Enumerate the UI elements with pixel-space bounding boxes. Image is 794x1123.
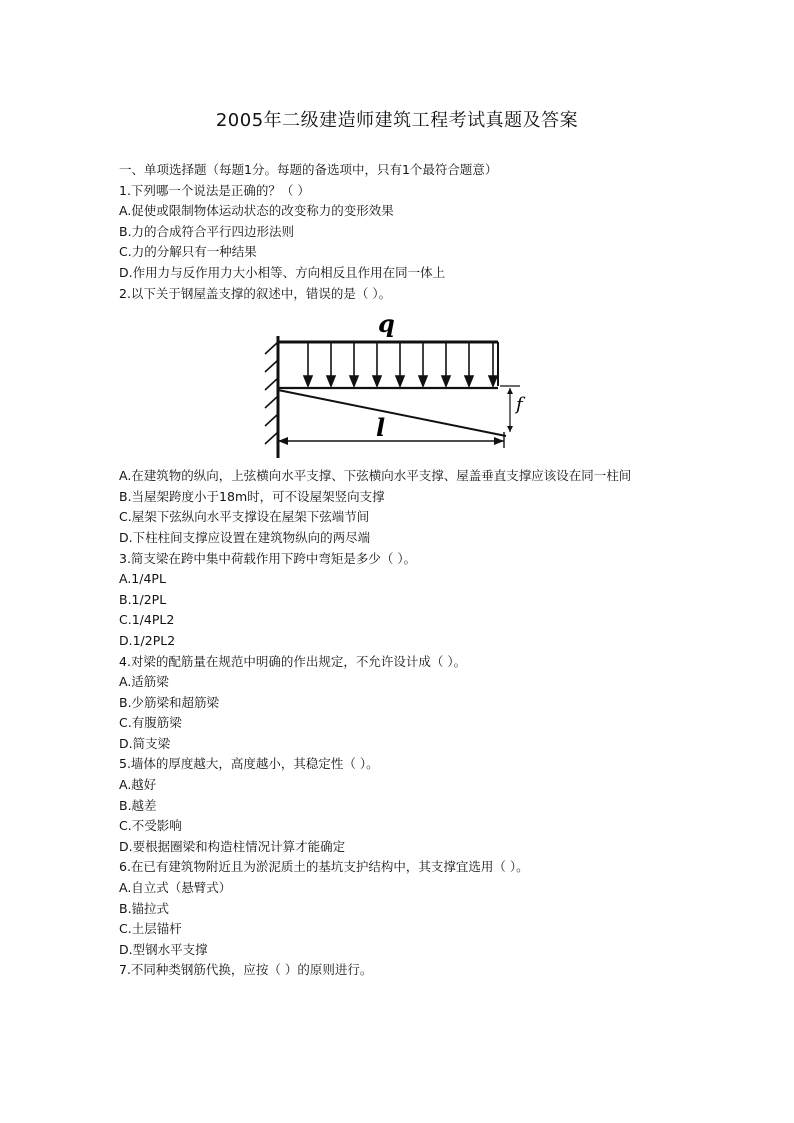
span-label: l xyxy=(376,413,386,443)
question-5-option-a: A.越好 xyxy=(119,777,157,793)
question-3-option-a: A.1/4PL xyxy=(119,571,166,587)
question-5-stem: 5.墙体的厚度越大，高度越小，其稳定性（ ）。 xyxy=(119,756,379,772)
question-3-option-c: C.1/4PL2 xyxy=(119,612,175,628)
question-6-option-a: A.自立式（悬臂式） xyxy=(119,880,232,896)
question-1-option-a: A.促使或限制物体运动状态的改变称力的变形效果 xyxy=(119,203,394,219)
question-1-stem: 1.下列哪一个说法是正确的？（ ） xyxy=(119,182,310,198)
question-7-stem: 7.不同种类钢筋代换，应按（ ）的原则进行。 xyxy=(119,962,373,978)
load-arrows xyxy=(304,342,497,386)
question-3-stem: 3.简支梁在跨中集中荷载作用下跨中弯矩是多少（ ）。 xyxy=(119,550,417,566)
question-5-option-b: B.越差 xyxy=(119,797,157,813)
question-2-option-b: B.当屋架跨度小于18m时，可不设屋架竖向支撑 xyxy=(119,488,385,504)
question-5-option-c: C.不受影响 xyxy=(119,818,182,834)
question-2-stem: 2.以下关于钢屋盖支撑的叙述中，错误的是（ ）。 xyxy=(119,285,392,301)
question-3-option-d: D.1/2PL2 xyxy=(119,632,176,648)
deflection-label: f xyxy=(516,394,523,416)
cantilever-beam-diagram xyxy=(119,304,689,466)
question-2-option-d: D.下柱柱间支撑应设置在建筑物纵向的两尽端 xyxy=(119,529,371,545)
question-6-option-c: C.土层锚杆 xyxy=(119,921,182,937)
question-4-option-a: A.适筋梁 xyxy=(119,674,169,690)
question-4-option-d: D.简支梁 xyxy=(119,735,171,751)
question-3-option-b: B.1/2PL xyxy=(119,591,167,607)
beam-deflected xyxy=(278,390,506,436)
load-label: q xyxy=(378,309,395,339)
question-1-option-b: B.力的合成符合平行四边形法则 xyxy=(119,223,295,239)
question-6-stem: 6.在已有建筑物附近且为淤泥质土的基坑支护结构中，其支撑宜选用（ ）。 xyxy=(119,859,529,875)
question-2-option-c: C.屋架下弦纵向水平支撑设在屋架下弦端节间 xyxy=(119,509,370,525)
question-5-option-d: D.要根据圈梁和构造柱情况计算才能确定 xyxy=(119,838,346,854)
document-body xyxy=(119,160,689,981)
cantilever-beam-svg xyxy=(258,308,528,462)
question-1-option-d: D.作用力与反作用力大小相等、方向相反且作用在同一体上 xyxy=(119,264,446,280)
question-6-option-d: D.型钢水平支撑 xyxy=(119,941,208,957)
question-4-option-c: C.有腹筋梁 xyxy=(119,715,182,731)
wall-hatching xyxy=(265,342,278,444)
question-1-option-c: C.力的分解只有一种结果 xyxy=(119,244,257,260)
question-4-stem: 4.对梁的配筋量在规范中明确的作出规定，不允许设计成（ ）。 xyxy=(119,653,467,669)
section-heading: 一、单项选择题（每题1分。每题的备选项中，只有1个最符合题意） xyxy=(119,162,498,177)
question-6-option-b: B.锚拉式 xyxy=(119,900,170,916)
question-2-option-a: A.在建筑物的纵向，上弦横向水平支撑、下弦横向水平支撑、屋盖垂直支撑应该设在同一柱间 xyxy=(119,468,632,484)
document-title: 2005年二级建造师建筑工程考试真题及答案 xyxy=(215,110,579,131)
question-4-option-b: B.少筋梁和超筋梁 xyxy=(119,694,220,710)
